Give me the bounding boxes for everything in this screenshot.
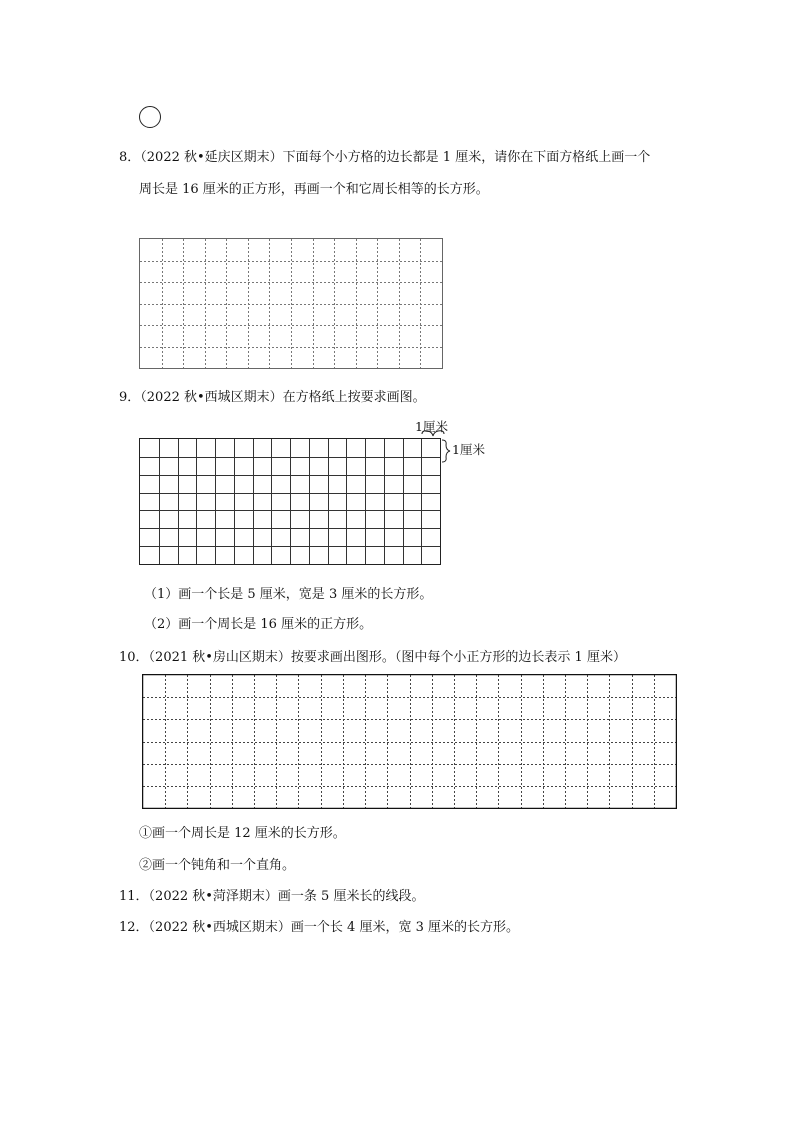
q10-title: 10．（2021 秋•房山区期末）按要求画出图形。（图中每个小正方形的边长表示 1 厘米） bbox=[119, 650, 626, 665]
q11-text: 11．（2022 秋•菏泽期末）画一条 5 厘米长的线段。 bbox=[119, 889, 425, 904]
q9-task-2: （2）画一个周长是 16 厘米的正方形。 bbox=[144, 617, 373, 632]
q9-grid-paper bbox=[139, 438, 441, 565]
q10-task-2: ②画一个钝角和一个直角。 bbox=[139, 858, 296, 873]
q8-line1: 8．（2022 秋•延庆区期末）下面每个小方格的边长都是 1 厘米，请你在下面方格纸上画一个 bbox=[119, 150, 651, 165]
q9-scale-label-right: 1厘米 bbox=[452, 442, 485, 457]
q9-title: 9．（2022 秋•西城区期末）在方格纸上按要求画图。 bbox=[119, 390, 426, 405]
q9-scale-label-top: 1厘米 bbox=[415, 419, 448, 434]
circle-shape bbox=[139, 106, 161, 128]
grid-border bbox=[143, 675, 677, 809]
q9-task-1: （1）画一个长是 5 厘米，宽是 3 厘米的长方形。 bbox=[144, 587, 433, 602]
q10-task-1: ①画一个周长是 12 厘米的长方形。 bbox=[139, 826, 346, 841]
q8-grid-paper bbox=[139, 238, 443, 369]
q10-grid-paper bbox=[142, 674, 677, 809]
q8-line2: 周长是 16 厘米的正方形，再画一个和它周长相等的长方形。 bbox=[139, 182, 489, 197]
q9-brace-right bbox=[440, 439, 452, 463]
q12-text: 12．（2022 秋•西城区期末）画一个长 4 厘米，宽 3 厘米的长方形。 bbox=[119, 920, 519, 935]
